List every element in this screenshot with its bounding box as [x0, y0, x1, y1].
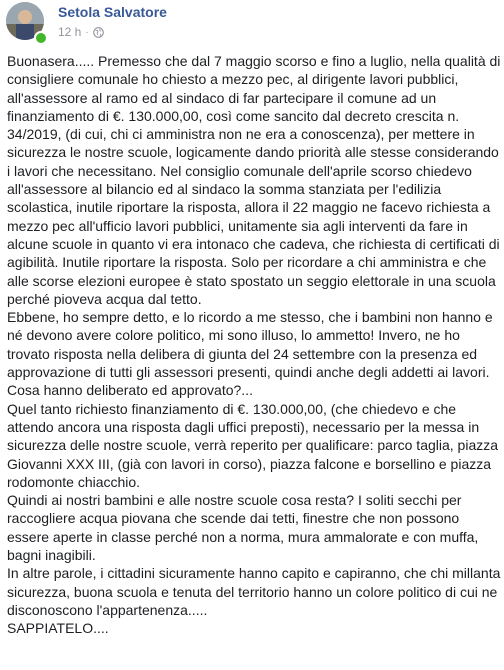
post-paragraph: Quindi ai nostri bambini e alle nostre scuole cosa resta? I soliti secchi per raccogliere acqua piovana che scende dai tetti, finestre che non possono essere aperte in classe perché non a norma, mura ammalorate e con muffa, bagni inagibili. [7, 492, 479, 564]
post-header [0, 0, 504, 52]
online-status-dot [34, 31, 48, 45]
post-paragraph: Ebbene, ho sempre detto, e lo ricordo a me stesso, che i bambini non hanno e né devono avere colore politico, mi sono illuso, lo ammetto! Invero, ne ho trovato risposta nella delibera di giunta del 24 settembre con la presenza ed approvazione di tutti gli assessori presenti, quindi anche degli addetti ai lavori. Cosa hanno deliberato ed approvato?... [7, 309, 493, 399]
post-paragraph: SAPPIATELO.... [7, 620, 109, 637]
post-paragraph: Quel tanto richiesto finanziamento di €. 130.000,00, (che chiedevo e che attendo ancora una risposta dagli uffici preposti), necessario per la messa in sicurezza delle nostre scuole, verrà reperito per qualificare: parco taglia, piazza Giovanni XXX III, (già con lavori in corso), piazza falcone e borsellino e piazza rodomonte chiacchio. [7, 400, 499, 490]
meta-separator: · [85, 26, 89, 38]
post-time[interactable]: 12 h [58, 25, 82, 39]
post-body [7, 52, 501, 638]
post-paragraph: Buonasera..... Premesso che dal 7 maggio scorso e fino a luglio, nella qualità di consigliere comunale ho chiesto a mezzo pec, al dirigente lavori pubblici, all'assessore al ramo ed al sindaco di far partecipare il comune ad un finanziamento di €. 130.000,00, così come sancito dal decreto crescita n. 34/2019, (di cui, chi ci amministra non ne era a conoscenza), per mettere in sicurezza le nostre scuole, logicamente dando priorità alle stesse considerando i lavori che necessitano. Nel consiglio comunale dell'aprile scorso chiedevo all'assessore al bilancio ed al sindaco la somma stanziata per l'edilizia scolastica, inutile riportare la risposta, allora il 22 maggio ne facevo richiesta a mezzo pec all'ufficio lavori pubblici, unitamente sia agli interventi da fare in alcune scuole in quanto vi era intonaco che cadeva, che richiesta di certificati di agibilità. Inutile riportare la risposta. Solo per ricordare a chi amministra e che alle scorse elezioni europee è stato spostato un seggio elettorale in una scuola perché pioveva acqua dal tetto. [7, 53, 501, 307]
author-name[interactable]: Setola Salvatore [58, 4, 167, 20]
globe-icon[interactable] [93, 27, 104, 38]
post-paragraph: In altre parole, i cittadini sicuramente hanno capito e capiranno, che chi millanta sicurezza, buona scuola e tenuta del territorio hanno un colore politico di cui ne disconoscono l'appartenenza..... [7, 565, 501, 618]
post-meta [58, 25, 104, 39]
